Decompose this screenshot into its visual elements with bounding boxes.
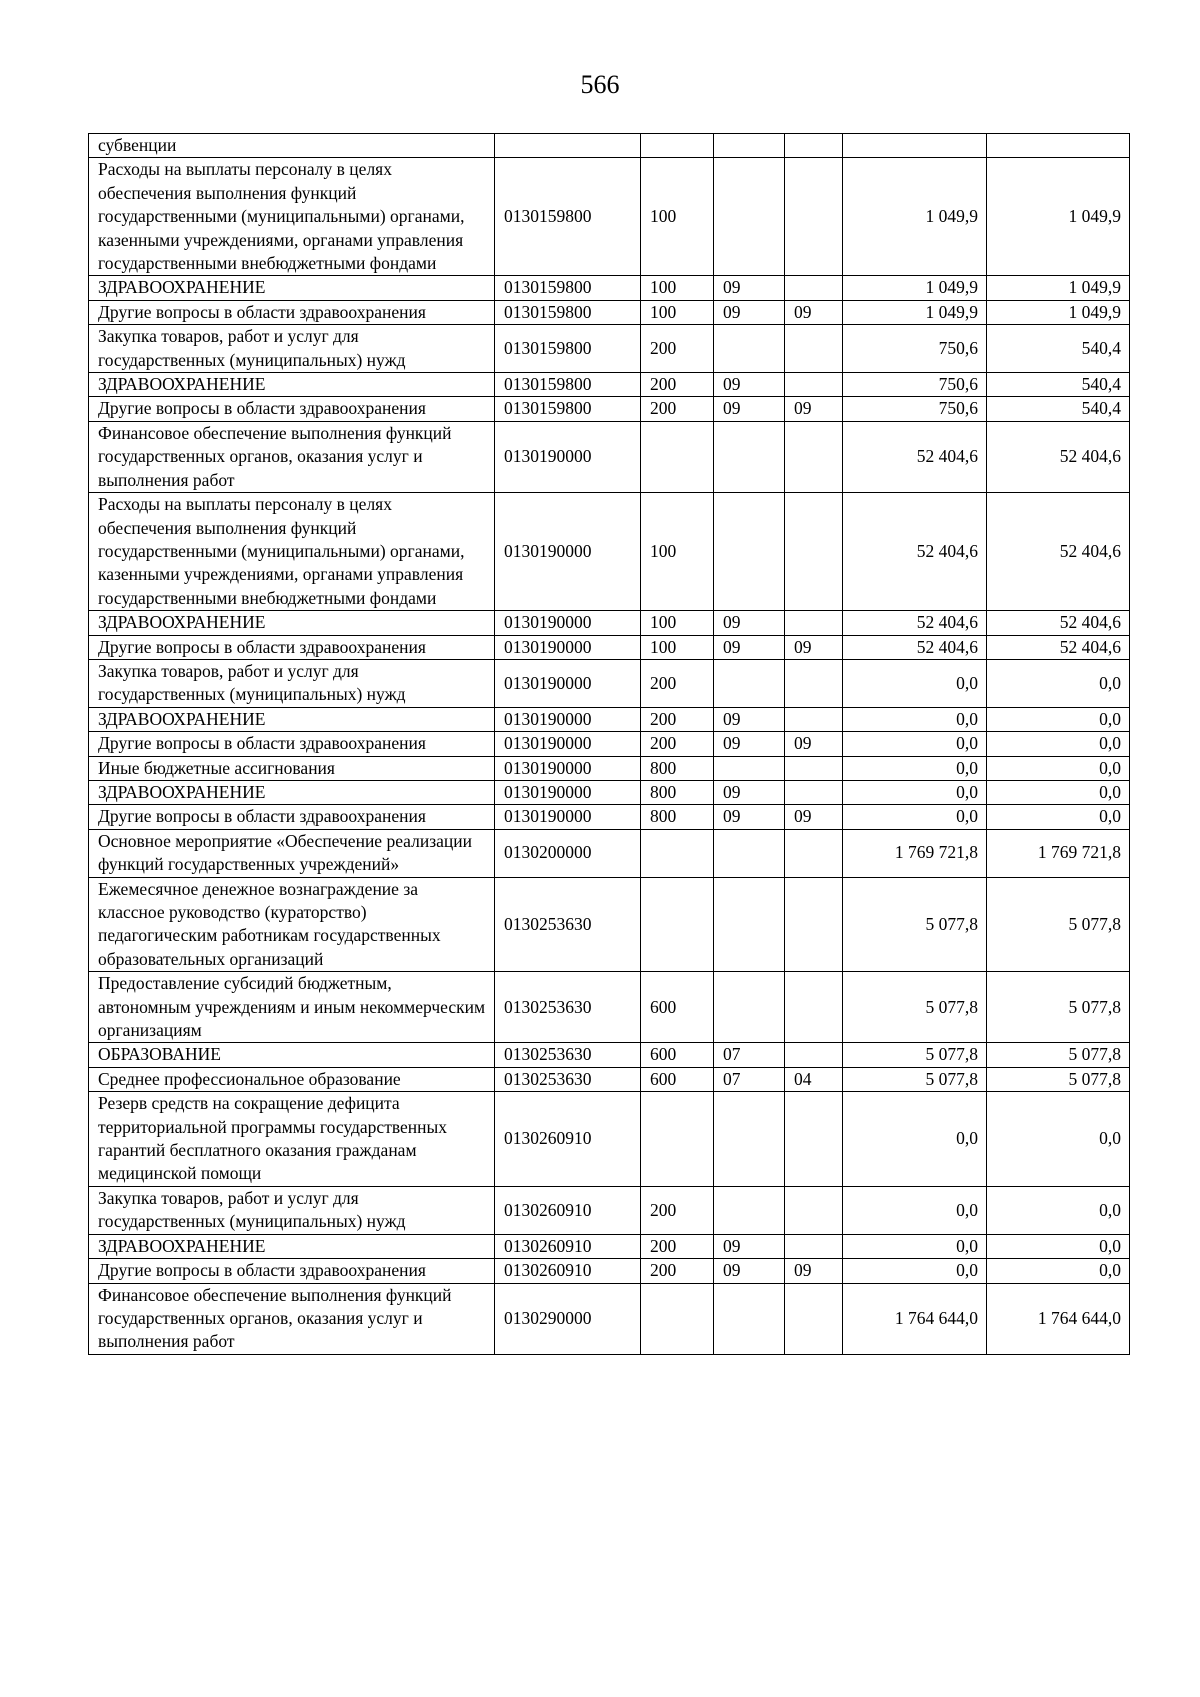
row-subsection: 09 bbox=[785, 300, 843, 324]
row-amount-year-2: 1 764 644,0 bbox=[987, 1283, 1130, 1354]
row-amount-year-1: 0,0 bbox=[843, 1186, 987, 1234]
row-amount-year-2: 0,0 bbox=[987, 732, 1130, 756]
table-row bbox=[89, 635, 1130, 659]
row-name: ЗДРАВООХРАНЕНИЕ bbox=[89, 780, 495, 804]
table-row bbox=[89, 1259, 1130, 1283]
row-section: 09 bbox=[714, 707, 785, 731]
table-row bbox=[89, 972, 1130, 1043]
row-section bbox=[714, 1092, 785, 1187]
row-expense-type: 200 bbox=[641, 1259, 714, 1283]
row-name: Другие вопросы в области здравоохранения bbox=[89, 300, 495, 324]
row-expense-type: 100 bbox=[641, 158, 714, 276]
table-row bbox=[89, 732, 1130, 756]
row-section bbox=[714, 1283, 785, 1354]
row-amount-year-2: 5 077,8 bbox=[987, 972, 1130, 1043]
row-amount-year-1: 52 404,6 bbox=[843, 611, 987, 635]
row-target-code: 0130190000 bbox=[495, 732, 641, 756]
row-expense-type: 200 bbox=[641, 659, 714, 707]
row-amount-year-1: 5 077,8 bbox=[843, 877, 987, 972]
row-section: 09 bbox=[714, 1259, 785, 1283]
row-name: Ежемесячное денежное вознаграждение за классное руководство (кураторство) педагогическим работникам государственных образовательных организаций bbox=[89, 877, 495, 972]
row-section bbox=[714, 659, 785, 707]
row-amount-year-2: 0,0 bbox=[987, 659, 1130, 707]
row-subsection bbox=[785, 611, 843, 635]
row-name: Закупка товаров, работ и услуг для государственных (муниципальных) нужд bbox=[89, 1186, 495, 1234]
row-amount-year-2: 1 049,9 bbox=[987, 300, 1130, 324]
row-target-code: 0130190000 bbox=[495, 756, 641, 780]
table-row bbox=[89, 611, 1130, 635]
table-body bbox=[89, 134, 1130, 1355]
row-amount-year-1: 52 404,6 bbox=[843, 493, 987, 611]
row-section bbox=[714, 972, 785, 1043]
budget-table bbox=[88, 133, 1130, 1355]
row-target-code: 0130190000 bbox=[495, 780, 641, 804]
table-row bbox=[89, 1234, 1130, 1258]
table-row bbox=[89, 158, 1130, 276]
row-target-code: 0130159800 bbox=[495, 397, 641, 421]
row-subsection bbox=[785, 421, 843, 492]
row-target-code: 0130260910 bbox=[495, 1259, 641, 1283]
row-section bbox=[714, 325, 785, 373]
row-name: ЗДРАВООХРАНЕНИЕ bbox=[89, 373, 495, 397]
row-amount-year-2: 0,0 bbox=[987, 805, 1130, 829]
table-row bbox=[89, 1186, 1130, 1234]
table-row bbox=[89, 397, 1130, 421]
row-expense-type: 200 bbox=[641, 1234, 714, 1258]
row-subsection bbox=[785, 158, 843, 276]
row-expense-type bbox=[641, 877, 714, 972]
row-target-code: 0130190000 bbox=[495, 421, 641, 492]
row-amount-year-1 bbox=[843, 134, 987, 158]
row-target-code: 0130159800 bbox=[495, 300, 641, 324]
row-amount-year-1: 750,6 bbox=[843, 373, 987, 397]
row-section: 09 bbox=[714, 1234, 785, 1258]
row-section bbox=[714, 158, 785, 276]
row-amount-year-1: 750,6 bbox=[843, 397, 987, 421]
row-subsection bbox=[785, 659, 843, 707]
row-subsection bbox=[785, 1092, 843, 1187]
row-subsection: 09 bbox=[785, 1259, 843, 1283]
row-name: Иные бюджетные ассигнования bbox=[89, 756, 495, 780]
row-section bbox=[714, 493, 785, 611]
row-section: 07 bbox=[714, 1043, 785, 1067]
row-target-code: 0130190000 bbox=[495, 493, 641, 611]
row-target-code: 0130200000 bbox=[495, 829, 641, 877]
row-target-code: 0130190000 bbox=[495, 805, 641, 829]
row-section: 09 bbox=[714, 276, 785, 300]
row-subsection bbox=[785, 1186, 843, 1234]
row-name: Резерв средств на сокращение дефицита территориальной программы государственных гарантий бесплатного оказания гражданам медицинской помощи bbox=[89, 1092, 495, 1187]
row-amount-year-2: 5 077,8 bbox=[987, 1067, 1130, 1091]
row-name: Основное мероприятие «Обеспечение реализации функций государственных учреждений» bbox=[89, 829, 495, 877]
row-amount-year-2: 5 077,8 bbox=[987, 877, 1130, 972]
row-expense-type bbox=[641, 829, 714, 877]
row-subsection bbox=[785, 756, 843, 780]
row-name: Другие вопросы в области здравоохранения bbox=[89, 397, 495, 421]
row-amount-year-2: 52 404,6 bbox=[987, 421, 1130, 492]
row-expense-type bbox=[641, 421, 714, 492]
row-expense-type: 100 bbox=[641, 611, 714, 635]
row-name: ЗДРАВООХРАНЕНИЕ bbox=[89, 611, 495, 635]
row-name: ЗДРАВООХРАНЕНИЕ bbox=[89, 1234, 495, 1258]
table-row bbox=[89, 780, 1130, 804]
row-name: Закупка товаров, работ и услуг для государственных (муниципальных) нужд bbox=[89, 659, 495, 707]
row-name: ЗДРАВООХРАНЕНИЕ bbox=[89, 707, 495, 731]
row-amount-year-2: 0,0 bbox=[987, 1186, 1130, 1234]
row-name: ОБРАЗОВАНИЕ bbox=[89, 1043, 495, 1067]
row-expense-type: 100 bbox=[641, 493, 714, 611]
row-expense-type: 200 bbox=[641, 397, 714, 421]
row-amount-year-2 bbox=[987, 134, 1130, 158]
table-row bbox=[89, 829, 1130, 877]
row-section bbox=[714, 877, 785, 972]
table-row bbox=[89, 300, 1130, 324]
row-target-code: 0130190000 bbox=[495, 707, 641, 731]
row-expense-type bbox=[641, 1283, 714, 1354]
row-target-code: 0130260910 bbox=[495, 1234, 641, 1258]
row-expense-type: 100 bbox=[641, 635, 714, 659]
row-section: 09 bbox=[714, 611, 785, 635]
row-amount-year-1: 5 077,8 bbox=[843, 1067, 987, 1091]
row-amount-year-2: 52 404,6 bbox=[987, 493, 1130, 611]
row-subsection bbox=[785, 493, 843, 611]
table-row bbox=[89, 276, 1130, 300]
row-section: 07 bbox=[714, 1067, 785, 1091]
row-amount-year-1: 0,0 bbox=[843, 659, 987, 707]
row-subsection bbox=[785, 276, 843, 300]
row-section: 09 bbox=[714, 300, 785, 324]
row-subsection: 09 bbox=[785, 805, 843, 829]
row-target-code: 0130253630 bbox=[495, 1043, 641, 1067]
row-target-code: 0130260910 bbox=[495, 1092, 641, 1187]
row-amount-year-1: 0,0 bbox=[843, 756, 987, 780]
row-subsection: 09 bbox=[785, 732, 843, 756]
row-amount-year-2: 0,0 bbox=[987, 1234, 1130, 1258]
row-amount-year-1: 750,6 bbox=[843, 325, 987, 373]
row-subsection: 04 bbox=[785, 1067, 843, 1091]
row-expense-type: 600 bbox=[641, 1043, 714, 1067]
row-target-code: 0130190000 bbox=[495, 635, 641, 659]
row-amount-year-2: 1 049,9 bbox=[987, 276, 1130, 300]
row-subsection bbox=[785, 972, 843, 1043]
row-amount-year-2: 52 404,6 bbox=[987, 635, 1130, 659]
row-expense-type: 100 bbox=[641, 276, 714, 300]
row-section bbox=[714, 756, 785, 780]
row-amount-year-2: 1 769 721,8 bbox=[987, 829, 1130, 877]
row-amount-year-2: 0,0 bbox=[987, 1259, 1130, 1283]
row-name: Другие вопросы в области здравоохранения bbox=[89, 635, 495, 659]
row-amount-year-2: 540,4 bbox=[987, 325, 1130, 373]
row-subsection bbox=[785, 325, 843, 373]
row-amount-year-1: 1 769 721,8 bbox=[843, 829, 987, 877]
row-amount-year-1: 5 077,8 bbox=[843, 1043, 987, 1067]
row-section: 09 bbox=[714, 373, 785, 397]
row-target-code: 0130253630 bbox=[495, 972, 641, 1043]
table-row bbox=[89, 659, 1130, 707]
row-subsection bbox=[785, 134, 843, 158]
row-subsection: 09 bbox=[785, 635, 843, 659]
row-target-code: 0130190000 bbox=[495, 611, 641, 635]
row-amount-year-1: 0,0 bbox=[843, 732, 987, 756]
row-amount-year-1: 52 404,6 bbox=[843, 635, 987, 659]
row-expense-type: 600 bbox=[641, 1067, 714, 1091]
row-section: 09 bbox=[714, 635, 785, 659]
table-row bbox=[89, 707, 1130, 731]
row-section bbox=[714, 829, 785, 877]
row-section: 09 bbox=[714, 780, 785, 804]
table-row bbox=[89, 134, 1130, 158]
row-expense-type: 100 bbox=[641, 300, 714, 324]
row-amount-year-2: 0,0 bbox=[987, 707, 1130, 731]
row-amount-year-1: 1 764 644,0 bbox=[843, 1283, 987, 1354]
row-amount-year-1: 0,0 bbox=[843, 1259, 987, 1283]
row-amount-year-1: 0,0 bbox=[843, 1234, 987, 1258]
row-name: Финансовое обеспечение выполнения функций государственных органов, оказания услуг и выполнения работ bbox=[89, 421, 495, 492]
row-subsection bbox=[785, 373, 843, 397]
row-name: субвенции bbox=[89, 134, 495, 158]
table-row bbox=[89, 877, 1130, 972]
row-subsection bbox=[785, 1043, 843, 1067]
row-expense-type: 200 bbox=[641, 373, 714, 397]
table-row bbox=[89, 756, 1130, 780]
row-target-code: 0130159800 bbox=[495, 325, 641, 373]
table-row bbox=[89, 493, 1130, 611]
row-amount-year-2: 540,4 bbox=[987, 373, 1130, 397]
row-name: Закупка товаров, работ и услуг для государственных (муниципальных) нужд bbox=[89, 325, 495, 373]
table-row bbox=[89, 805, 1130, 829]
row-amount-year-1: 0,0 bbox=[843, 707, 987, 731]
row-target-code bbox=[495, 134, 641, 158]
row-expense-type: 200 bbox=[641, 707, 714, 731]
row-amount-year-1: 1 049,9 bbox=[843, 300, 987, 324]
row-expense-type: 800 bbox=[641, 805, 714, 829]
table-row bbox=[89, 373, 1130, 397]
row-expense-type: 200 bbox=[641, 1186, 714, 1234]
row-amount-year-2: 1 049,9 bbox=[987, 158, 1130, 276]
row-section bbox=[714, 421, 785, 492]
row-subsection bbox=[785, 829, 843, 877]
row-name: ЗДРАВООХРАНЕНИЕ bbox=[89, 276, 495, 300]
row-subsection bbox=[785, 780, 843, 804]
row-amount-year-2: 0,0 bbox=[987, 756, 1130, 780]
row-subsection bbox=[785, 707, 843, 731]
row-name: Другие вопросы в области здравоохранения bbox=[89, 732, 495, 756]
row-amount-year-1: 52 404,6 bbox=[843, 421, 987, 492]
row-target-code: 0130290000 bbox=[495, 1283, 641, 1354]
row-target-code: 0130159800 bbox=[495, 373, 641, 397]
row-amount-year-2: 52 404,6 bbox=[987, 611, 1130, 635]
row-amount-year-1: 5 077,8 bbox=[843, 972, 987, 1043]
table-row bbox=[89, 1092, 1130, 1187]
row-expense-type: 800 bbox=[641, 756, 714, 780]
page-number: 566 bbox=[580, 70, 620, 99]
row-target-code: 0130260910 bbox=[495, 1186, 641, 1234]
row-name: Предоставление субсидий бюджетным, автономным учреждениям и иным некоммерческим организациям bbox=[89, 972, 495, 1043]
row-target-code: 0130190000 bbox=[495, 659, 641, 707]
table-row bbox=[89, 1283, 1130, 1354]
row-section bbox=[714, 1186, 785, 1234]
row-name: Среднее профессиональное образование bbox=[89, 1067, 495, 1091]
row-name: Расходы на выплаты персоналу в целях обеспечения выполнения функций государственными (муниципальными) органами, казенными учреждениями, органами управления государственными внебюджетными фондами bbox=[89, 158, 495, 276]
row-amount-year-1: 1 049,9 bbox=[843, 158, 987, 276]
row-name: Финансовое обеспечение выполнения функций государственных органов, оказания услуг и выполнения работ bbox=[89, 1283, 495, 1354]
row-expense-type bbox=[641, 1092, 714, 1187]
table-row bbox=[89, 1067, 1130, 1091]
row-name: Расходы на выплаты персоналу в целях обеспечения выполнения функций государственными (муниципальными) органами, казенными учреждениями, органами управления государственными внебюджетными фондами bbox=[89, 493, 495, 611]
table-row bbox=[89, 421, 1130, 492]
row-subsection bbox=[785, 1283, 843, 1354]
row-name: Другие вопросы в области здравоохранения bbox=[89, 805, 495, 829]
row-amount-year-1: 0,0 bbox=[843, 780, 987, 804]
row-amount-year-1: 0,0 bbox=[843, 805, 987, 829]
row-subsection bbox=[785, 877, 843, 972]
row-target-code: 0130159800 bbox=[495, 158, 641, 276]
row-amount-year-2: 5 077,8 bbox=[987, 1043, 1130, 1067]
row-amount-year-1: 1 049,9 bbox=[843, 276, 987, 300]
row-target-code: 0130253630 bbox=[495, 877, 641, 972]
row-expense-type: 600 bbox=[641, 972, 714, 1043]
row-subsection: 09 bbox=[785, 397, 843, 421]
row-amount-year-2: 540,4 bbox=[987, 397, 1130, 421]
row-section bbox=[714, 134, 785, 158]
row-section: 09 bbox=[714, 397, 785, 421]
row-target-code: 0130159800 bbox=[495, 276, 641, 300]
row-amount-year-2: 0,0 bbox=[987, 780, 1130, 804]
row-section: 09 bbox=[714, 805, 785, 829]
row-section: 09 bbox=[714, 732, 785, 756]
row-subsection bbox=[785, 1234, 843, 1258]
row-expense-type: 800 bbox=[641, 780, 714, 804]
row-amount-year-1: 0,0 bbox=[843, 1092, 987, 1187]
row-expense-type: 200 bbox=[641, 732, 714, 756]
row-target-code: 0130253630 bbox=[495, 1067, 641, 1091]
row-name: Другие вопросы в области здравоохранения bbox=[89, 1259, 495, 1283]
row-amount-year-2: 0,0 bbox=[987, 1092, 1130, 1187]
row-expense-type: 200 bbox=[641, 325, 714, 373]
row-expense-type bbox=[641, 134, 714, 158]
table-row bbox=[89, 1043, 1130, 1067]
table-row bbox=[89, 325, 1130, 373]
